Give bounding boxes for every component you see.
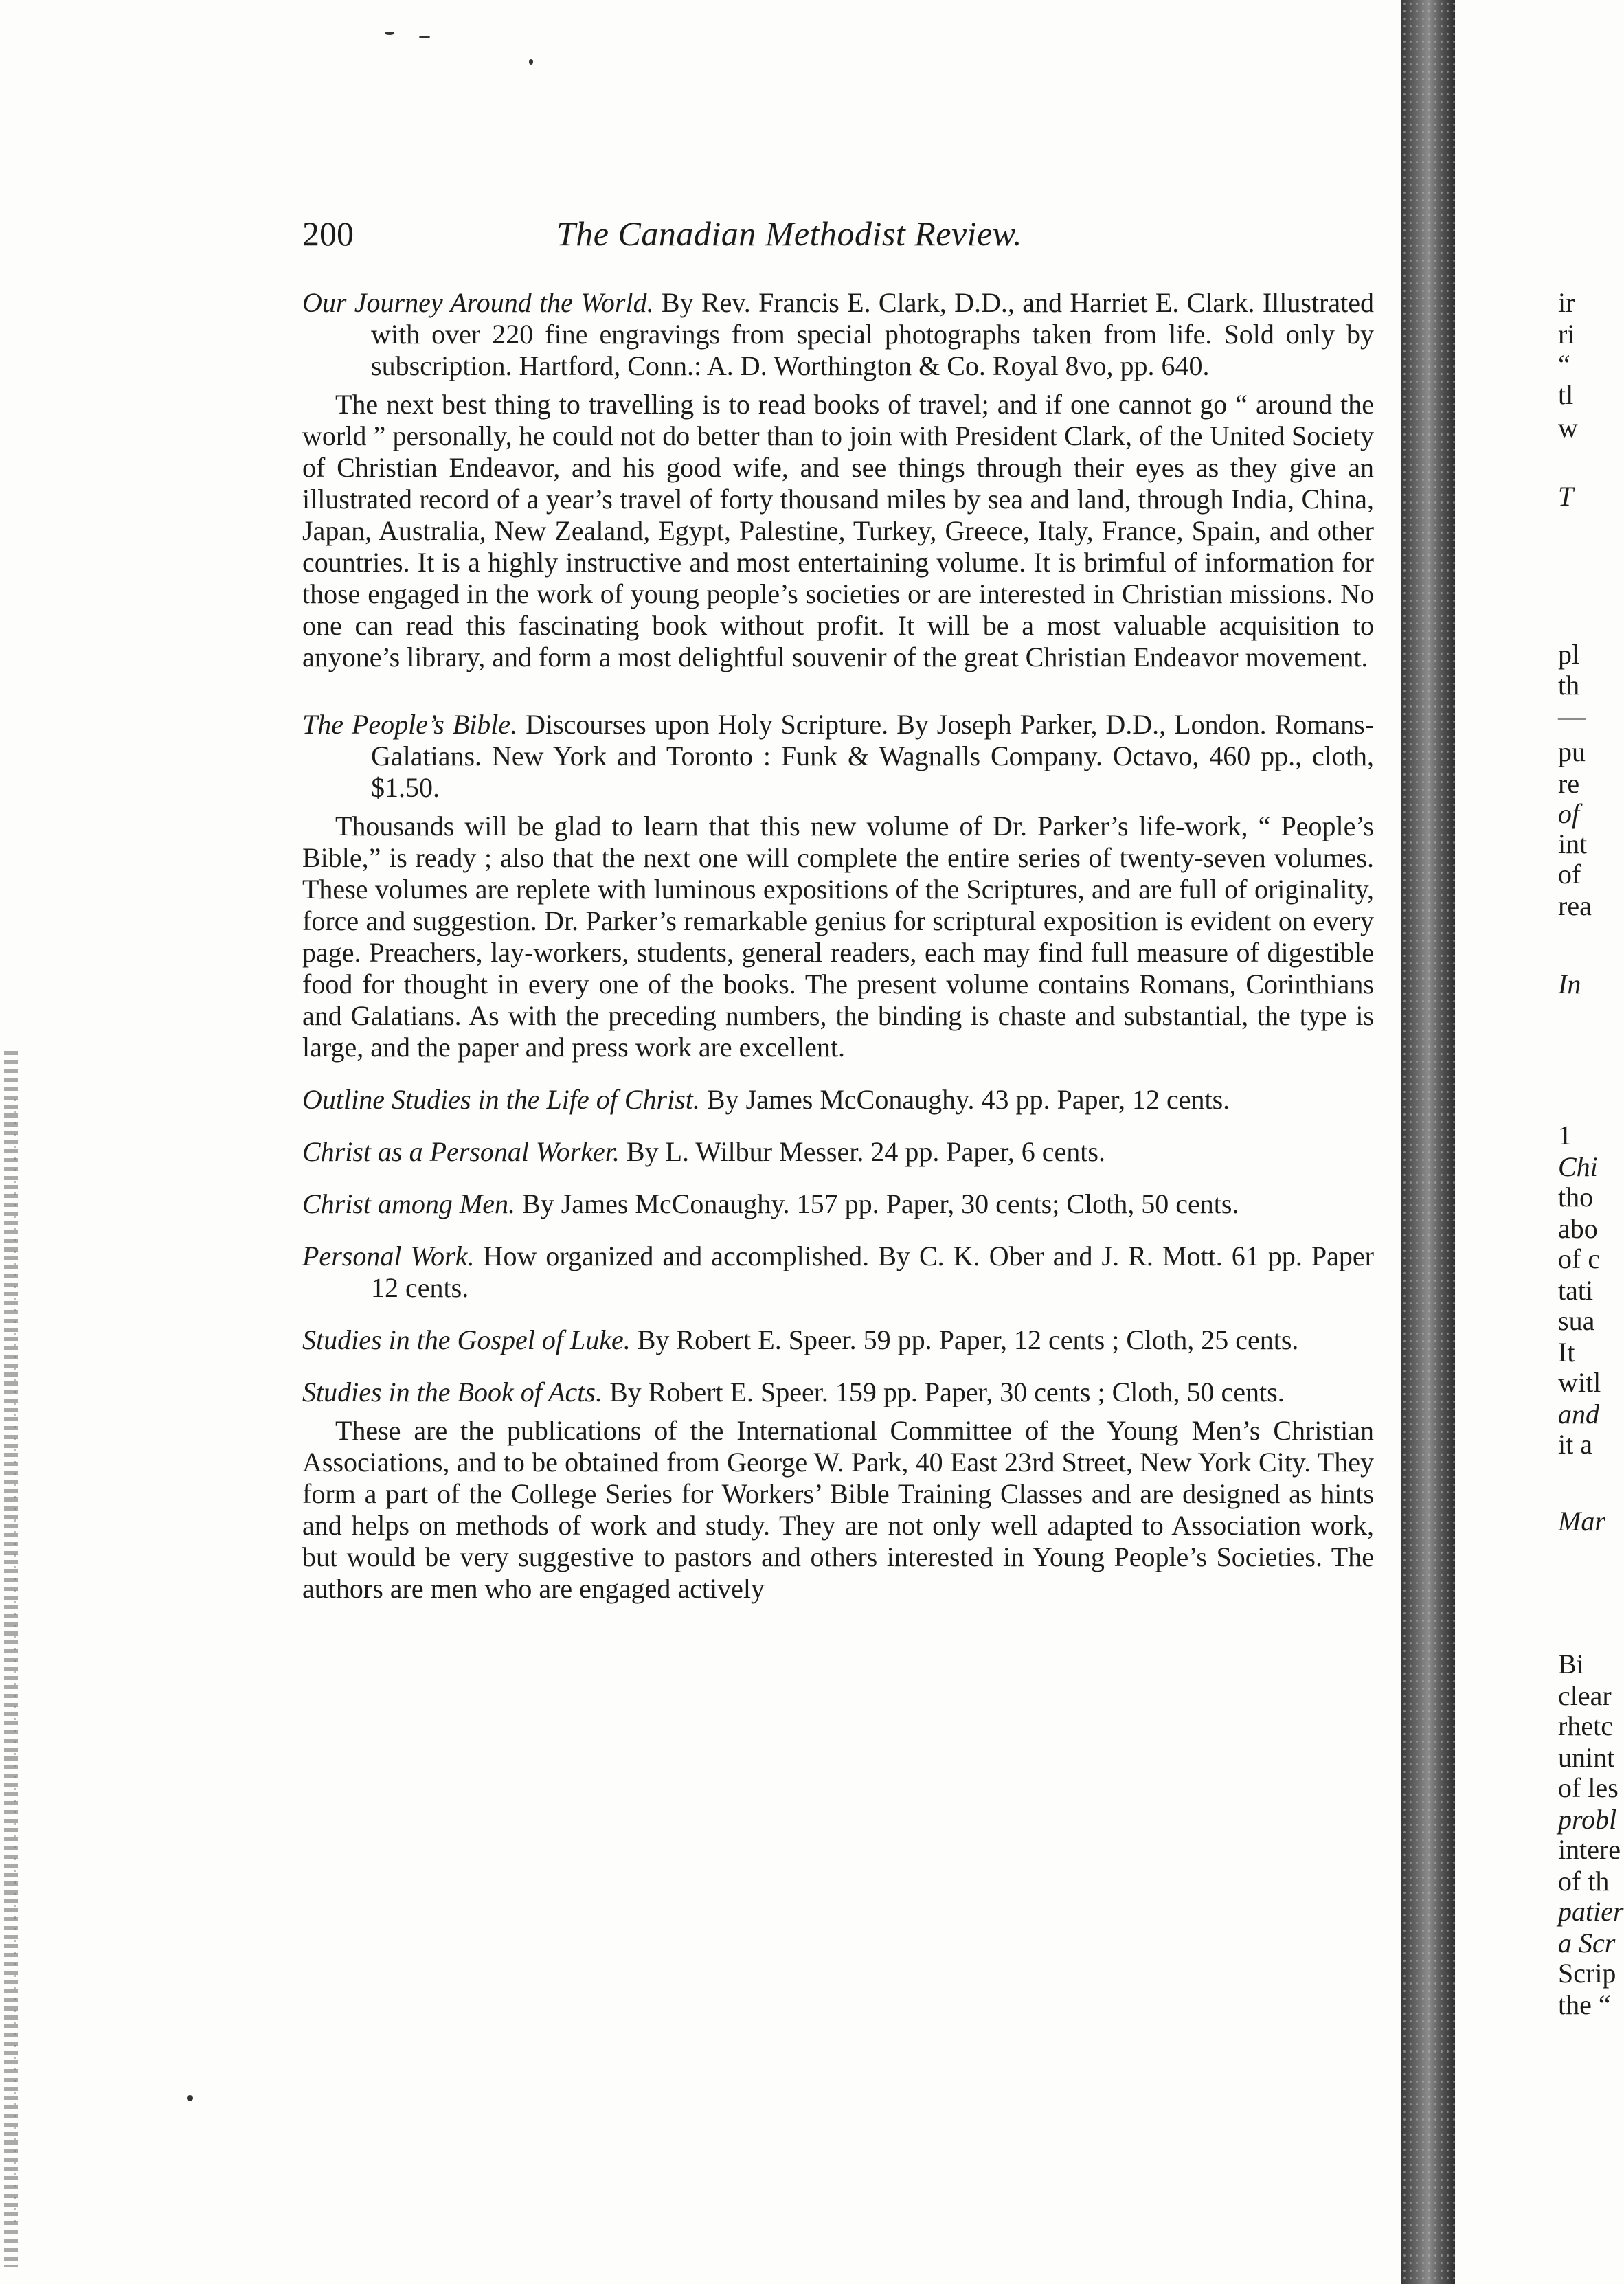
facing-page-fragment: clear <box>1558 1680 1612 1711</box>
facing-page-fragment: pl <box>1558 639 1580 670</box>
journal-title: The Canadian Methodist Review. <box>556 214 1022 253</box>
review-paragraph: These are the publications of the International Committee of the Young Men’s Christian Associations, and to be obtained from George W. Park, 40 East 23rd Street, New York City. They form a part of the College Series for Workers’ Bible Training Classes and are designed as hints and helps on methods of work and study. They are not only well adapted to Association work, but would be very suggestive to pastors and others interested in Young People’s Societies. The authors are men who are engaged actively <box>302 1415 1374 1604</box>
book-title: Our Journey Around the World. <box>302 287 654 318</box>
facing-page-fragment: intere <box>1558 1834 1621 1865</box>
facing-page-fragment: re <box>1558 768 1580 799</box>
facing-page-fragment: of les <box>1558 1772 1619 1803</box>
book-citation <box>302 1084 1374 1116</box>
facing-page-fragment: Mar <box>1558 1506 1605 1537</box>
facing-page-edge <box>1462 0 1624 2284</box>
page-number: 200 <box>302 214 354 253</box>
facing-page-fragment: Chi <box>1558 1151 1598 1182</box>
book-citation <box>302 1188 1374 1220</box>
citation-details: How organized and accomplished. By C. K. Ober and J. R. Mott. 61 pp. Paper 12 cents. <box>371 1241 1375 1303</box>
facing-page-fragment: rhetc <box>1558 1710 1613 1741</box>
facing-page-fragment: the “ <box>1558 1989 1611 2020</box>
book-entry-book-of-acts <box>302 1377 1374 1605</box>
facing-page-fragment: of <box>1558 798 1580 829</box>
facing-page-fragment: Scrip <box>1558 1958 1616 1989</box>
facing-page-fragment: — <box>1558 701 1586 732</box>
facing-page-fragment: unint <box>1558 1742 1615 1773</box>
facing-page-fragment: th <box>1558 670 1580 701</box>
citation-details: By James McConaughy. 43 pp. Paper, 12 cents. <box>699 1084 1230 1115</box>
facing-page-fragment: of c <box>1558 1243 1601 1274</box>
facing-page-fragment: tho <box>1558 1181 1594 1212</box>
facing-page-fragment: Bi <box>1558 1649 1584 1680</box>
facing-page-fragment: and <box>1558 1399 1599 1429</box>
book-entry-christ-personal-worker <box>302 1136 1374 1168</box>
citation-details: By Robert E. Speer. 59 pp. Paper, 12 cents ; Cloth, 25 cents. <box>630 1324 1299 1355</box>
book-citation <box>302 1324 1374 1356</box>
facing-page-fragment: sua <box>1558 1305 1595 1336</box>
facing-page-fragment: of th <box>1558 1866 1610 1897</box>
review-paragraph: Thousands will be glad to learn that this new volume of Dr. Parker’s life-work, “ People’s Bible,” is ready ; also that the next one will complete the entire series of twenty-seven volumes. These volumes are replete with luminous expositions of the Scriptures, and are full of originality, force and suggestion. Dr. Parker’s remarkable genius for scriptural exposition is evident on every page. Preachers, lay-workers, students, general readers, each may find full measure of digestible food for thought in every one of the books. The present volume contains Romans, Corinthians and Galatians. As with the preceding numbers, the binding is chaste and substantial, the type is large, and the paper and press work are excellent. <box>302 811 1374 1063</box>
book-title: Studies in the Book of Acts. <box>302 1377 602 1407</box>
book-entry-personal-work <box>302 1241 1374 1304</box>
facing-page-fragment: tati <box>1558 1275 1594 1306</box>
facing-page-fragment: witl <box>1558 1367 1601 1398</box>
scan-speck <box>529 59 533 65</box>
running-header <box>302 206 1374 261</box>
scan-speck <box>419 36 430 38</box>
book-title: Personal Work. <box>302 1241 475 1271</box>
citation-details: Discourses upon Holy Scripture. By Joseph Parker, D.D., London. Romans-Galatians. New York and Toronto : Funk & Wagnalls Company. Octavo, 460 pp., cloth, $1.50. <box>371 709 1374 803</box>
book-title: Christ as a Personal Worker. <box>302 1136 620 1167</box>
facing-page-fragment: a Scr <box>1558 1927 1616 1958</box>
scan-speck <box>187 2095 193 2101</box>
facing-page-fragment: probl <box>1558 1804 1617 1835</box>
book-title: Studies in the Gospel of Luke. <box>302 1324 631 1355</box>
citation-details: By Rev. Francis E. Clark, D.D., and Harriet E. Clark. Illustrated with over 220 fine engravings from special photographs taken from life. Sold only by subscription. Hartford, Conn.: A. D. Worthington & Co. Royal 8vo, pp. 640. <box>371 287 1374 381</box>
facing-page-fragment: w <box>1558 412 1578 443</box>
citation-details: By L. Wilbur Messer. 24 pp. Paper, 6 cents. <box>619 1136 1105 1167</box>
facing-page-fragment: “ <box>1558 349 1570 380</box>
book-citation <box>302 1136 1374 1168</box>
facing-page-fragment: It <box>1558 1337 1575 1368</box>
facing-page-fragment: ri <box>1558 319 1575 350</box>
book-citation <box>302 287 1374 382</box>
facing-page-fragment: ir <box>1558 287 1575 318</box>
review-paragraph: The next best thing to travelling is to read books of travel; and if one cannot go “ around the world ” personally, he could not do better than to join with President Clark, of the United Society of Christian Endeavor, and his good wife, and see things through their eyes as they give an illustrated record of a year’s travel of forty thousand miles by sea and land, through India, China, Japan, Australia, New Zealand, Egypt, Palestine, Turkey, Greece, Italy, France, Spain, and other countries. It is a highly instructive and most entertaining volume. It is brimful of information for those engaged in the work of young people’s societies or are interested in Christian missions. No one can read this fascinating book without profit. It will be a most valuable acquisition to anyone’s library, and form a most delightful souvenir of the great Christian Endeavor movement. <box>302 389 1374 672</box>
book-entry-peoples-bible <box>302 709 1374 1063</box>
facing-page-fragment: T <box>1558 481 1574 512</box>
facing-page-fragment: rea <box>1558 890 1592 921</box>
book-title: Christ among Men. <box>302 1188 515 1219</box>
book-entry-our-journey <box>302 287 1374 673</box>
book-citation <box>302 709 1374 804</box>
book-citation <box>302 1377 1374 1408</box>
citation-details: By James McConaughy. 157 pp. Paper, 30 cents; Cloth, 50 cents. <box>515 1188 1239 1219</box>
facing-page-fragment: tl <box>1558 379 1574 410</box>
facing-page-fragment: 1 <box>1558 1120 1572 1151</box>
facing-page-fragment: In <box>1558 969 1581 999</box>
facing-page-fragment: pu <box>1558 736 1586 767</box>
facing-page-fragment: abo <box>1558 1213 1598 1244</box>
book-entry-christ-among-men <box>302 1188 1374 1220</box>
book-entry-gospel-of-luke <box>302 1324 1374 1356</box>
book-title: The People’s Bible. <box>302 709 518 740</box>
gutter-texture <box>1401 0 1455 2284</box>
book-title: Outline Studies in the Life of Christ. <box>302 1084 700 1115</box>
scan-speck <box>385 32 394 35</box>
facing-page-fragment: of <box>1558 859 1581 890</box>
review-column <box>302 287 1374 1605</box>
binding-stitch-marks <box>14 1099 16 2232</box>
book-entry-outline-studies <box>302 1084 1374 1116</box>
citation-details: By Robert E. Speer. 159 pp. Paper, 30 cents ; Cloth, 50 cents. <box>602 1377 1285 1407</box>
facing-page-fragment: int <box>1558 828 1588 859</box>
facing-page-fragment: it a <box>1558 1429 1592 1460</box>
facing-page-fragment: patier <box>1558 1896 1624 1927</box>
book-citation <box>302 1241 1374 1304</box>
